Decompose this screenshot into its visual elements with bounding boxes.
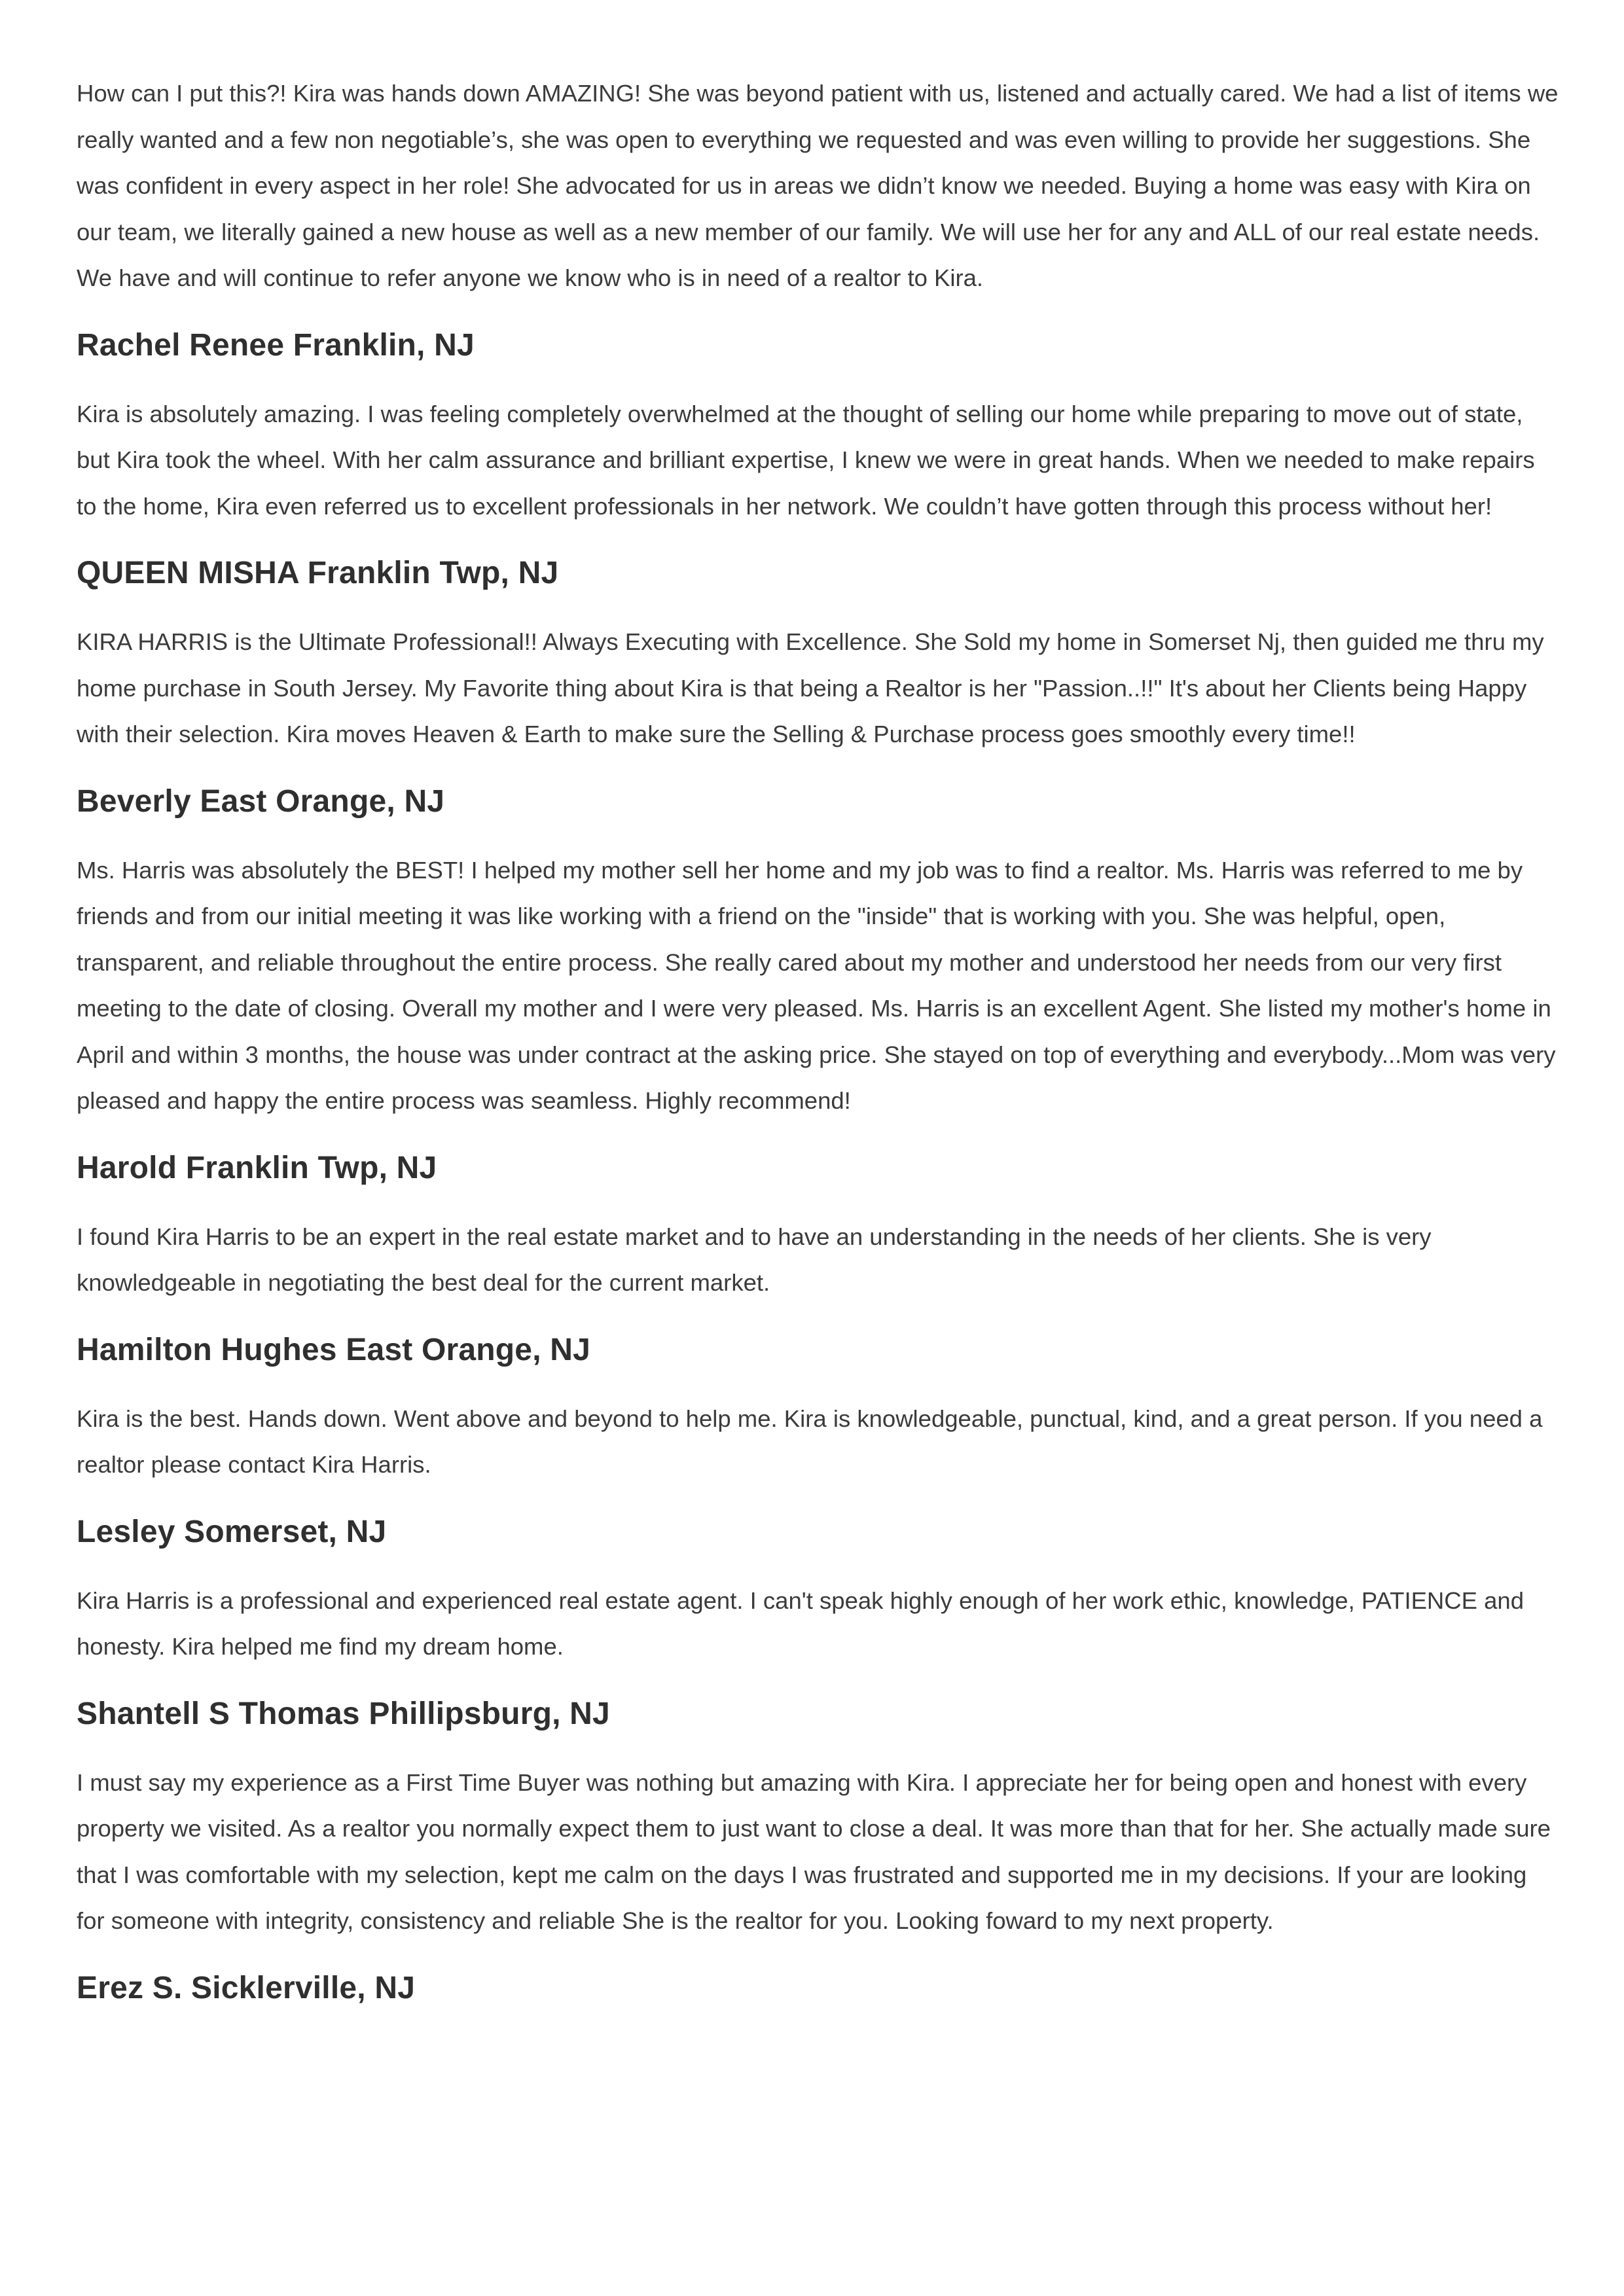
testimonial xyxy=(77,848,1559,1188)
testimonial xyxy=(77,619,1559,821)
testimonial xyxy=(77,1214,1559,1370)
review-text: Kira is absolutely amazing. I was feeling completely overwhelmed at the thought of selling our home while preparing to move out of state, but Kira took the wheel. With her calm assurance and brilliant expertise, I knew we were in great hands. When we needed to make repairs to the home, Kira even referred us to excellent professionals in her network. We couldn’t have gotten through this process without her! xyxy=(77,400,1535,520)
testimonial xyxy=(77,1760,1559,2008)
reviewer-name: Shantell S Thomas Phillipsburg, NJ xyxy=(77,1696,610,1731)
reviewer-name: Erez S. Sicklerville, NJ xyxy=(77,1970,416,2005)
review-text: Ms. Harris was absolutely the BEST! I helped my mother sell her home and my job was to find a realtor. Ms. Harris was referred to me by friends and from our initial meeting it was like working with a friend on the "inside" that is working with you. She was helpful, open, transparent, and reliable throughout the entire process. She really cared about my mother and understood her needs from our very first meeting to the date of closing. Overall my mother and I were very pleased. Ms. Harris is an excellent Agent. She listed my mother's home in April and within 3 months, the house was under contract at the asking price. She stayed on top of everything and everybody...Mom was very pleased and happy the entire process was seamless. Highly recommend! xyxy=(77,856,1556,1114)
reviewer-name: Harold Franklin Twp, NJ xyxy=(77,1150,437,1185)
reviewer-name: QUEEN MISHA Franklin Twp, NJ xyxy=(77,556,559,590)
reviewer-name: Lesley Somerset, NJ xyxy=(77,1514,387,1549)
review-text: I found Kira Harris to be an expert in the real estate market and to have an understanding in the needs of her clients. She is very knowledgeable in negotiating the best deal for the current market. xyxy=(77,1223,1432,1296)
reviewer-name: Beverly East Orange, NJ xyxy=(77,783,445,819)
testimonial xyxy=(77,71,1559,365)
review-text: I must say my experience as a First Time Buyer was nothing but amazing with Kira. I appreciate her for being open and honest with every property we visited. As a realtor you normally expect them to just want to close a deal. It was more than that for her. She actually made sure that I was comfortable with my selection, kept me calm on the days I was frustrated and supported me in my decisions. If your are looking for someone with integrity, consistency and reliable She is the realtor for you. Looking foward to my next property. xyxy=(77,1768,1551,1934)
reviewer-name: Hamilton Hughes East Orange, NJ xyxy=(77,1332,591,1367)
review-text: KIRA HARRIS is the Ultimate Professional!! Always Executing with Excellence. She Sold my home in Somerset Nj, then guided me thru my home purchase in South Jersey. My Favorite thing about Kira is that being a Realtor is her "Passion..!!" It's about her Clients being Happy with their selection. Kira moves Heaven & Earth to make sure the Selling & Purchase process goes smoothly every time!! xyxy=(77,628,1544,747)
testimonial xyxy=(77,391,1559,594)
testimonials-page xyxy=(77,71,1559,2034)
review-text: Kira is the best. Hands down. Went above and beyond to help me. Kira is knowledgeable, punctual, kind, and a great person. If you need a realtor please contact Kira Harris. xyxy=(77,1405,1543,1478)
review-text: Kira Harris is a professional and experienced real estate agent. I can't speak highly enough of her work ethic, knowledge, PATIENCE and honesty. Kira helped me find my dream home. xyxy=(77,1587,1525,1660)
reviewer-name: Rachel Renee Franklin, NJ xyxy=(77,327,475,363)
testimonial xyxy=(77,1396,1559,1552)
testimonial xyxy=(77,1578,1559,1734)
review-text: How can I put this?! Kira was hands down AMAZING! She was beyond patient with us, listened and actually cared. We had a list of items we really wanted and a few non negotiable’s, she was open to everything we requested and was even willing to provide her suggestions. She was confident in every aspect in her role! She advocated for us in areas we didn’t know we needed. Buying a home was easy with Kira on our team, we literally gained a new house as well as a new member of our family. We will use her for any and ALL of our real estate needs. We have and will continue to refer anyone we know who is in need of a realtor to Kira. xyxy=(77,80,1559,291)
